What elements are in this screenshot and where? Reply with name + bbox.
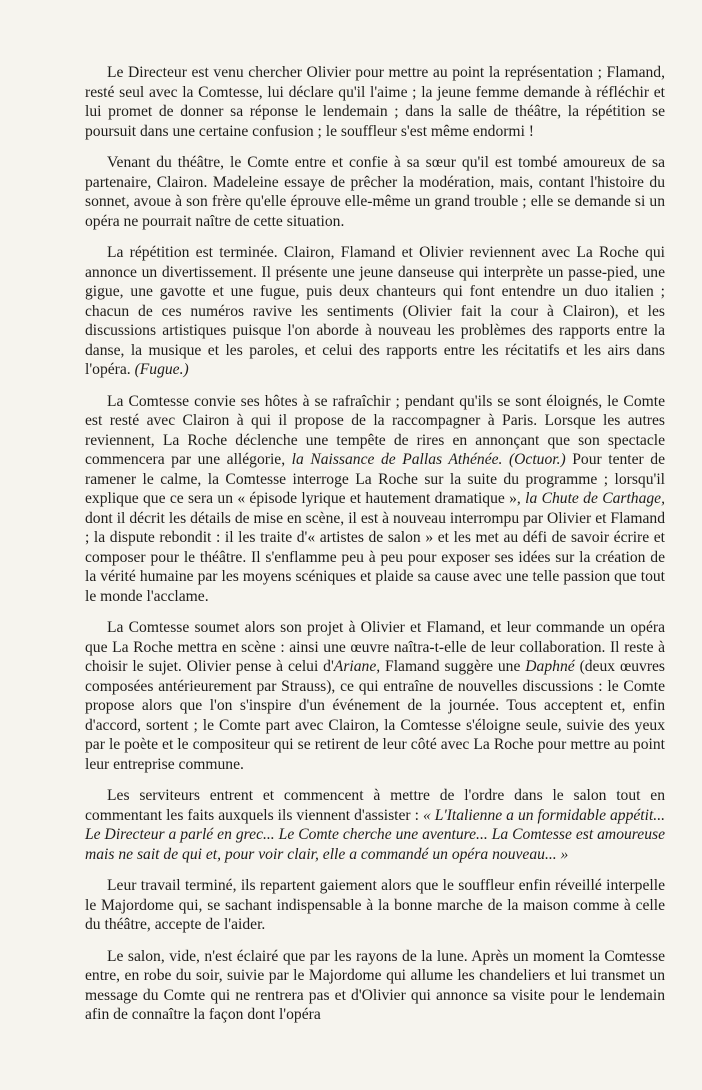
paragraph-1 [85,63,665,141]
paragraph-6-quote: « L'Italienne a un formidable appétit... Le Directeur a parlé en grec... Le Comte cherche une aventure... La Comtesse est amoureuse mais ne sait de qui et, pour voir clair, elle a commandé un opéra nouveau... » [85,806,665,863]
paragraph-8-text: Le salon, vide, n'est éclairé que par les rayons de la lune. Après un moment la Comtesse entre, en robe du soir, suivie par le Majordome qui allume les chandeliers et lui transmet un message du Comte qui ne rentrera pas et d'Olivier qui annonce sa visite pour le lendemain afin de connaître la façon dont l'opéra [85,947,665,1023]
paragraph-2-text: Venant du théâtre, le Comte entre et confie à sa sœur qu'il est tombé amoureux de sa partenaire, Clairon. Madeleine essaye de prêcher la modération, mais, contant l'histoire du sonnet, avoue à son frère qu'elle éprouve elle-même un grand trouble ; elle se demande si un opéra ne pourrait naître de cette situation. [85,154,665,230]
paragraph-3 [85,243,665,380]
paragraph-4-title-pallas: la Naissance de Pallas Athénée. (Octuor.) [291,451,566,468]
paragraph-5-title-ariane: Ariane, [333,658,381,675]
paragraph-4-text-c: dont il décrit les détails de mise en scène, il est à nouveau interrompu par Olivier et Flamand ; la dispute rebondit : il les traite d'« artistes de salon » et les met au défi de savoir écrire et composer pour le théâtre. Il s'enflamme peu à peu pour exposer ses idées sur la création de la vérité humaine par les moyens scéniques et plaide sa cause avec une telle passion que tout le monde l'acclame. [85,509,665,605]
paragraph-3-fugue: (Fugue.) [134,361,189,378]
paragraph-5-text-a: La Comtesse soumet alors son projet à Olivier et Flamand, et leur commande un opéra que La Roche mettra en scène : ainsi une œuvre naîtra-t-elle de leur collaboration. Il reste à choisir le sujet. Olivier pense à celui d' [85,619,665,675]
paragraph-5-text-c: (deux œuvres composées antérieurement par Strauss), ce qui entraîne de nouvelles discussions : le Comte propose alors que l'on s'inspire d'un événement de la journée. Tous acceptent et, enfin d'accord, sortent ; le Comte part avec Clairon, la Comtesse s'éloigne seule, suivie des yeux par le poète et le compositeur qui se retirent de leur côté avec La Roche pour mettre au point leur entreprise commune. [85,658,665,773]
paragraph-7 [85,876,665,935]
paragraph-8 [85,947,665,1025]
paragraph-1-text: Le Directeur est venu chercher Olivier pour mettre au point la représentation ; Flamand, resté seul avec la Comtesse, lui déclare qu'il l'aime ; la jeune femme demande à réfléchir et lui promet de donner sa réponse le lendemain ; dans la salle de théâtre, la répétition se poursuit dans une certaine confusion ; le souffleur s'est même endormi ! [85,64,665,140]
paragraph-4-title-carthage: la Chute de Carthage, [525,490,666,507]
paragraph-5 [85,618,665,774]
paragraph-4 [85,392,665,607]
paragraph-4-text-b: Pour tenter de ramener le calme, la Comtesse interroge La Roche sur la suite du programme ; lorsqu'il explique que ce sera un « épisode lyrique et hautement dramatique », [85,451,665,507]
paragraph-5-title-daphne: Daphné [525,658,575,675]
document-page [85,63,665,1037]
paragraph-3-text: La répétition est terminée. Clairon, Flamand et Olivier reviennent avec La Roche qui annonce un divertissement. Il présente une jeune danseuse qui interprète un passe-pied, une gigue, une gavotte et une fugue, puis deux chanteurs qui font entendre un duo italien ; chacun de ces numéros ravive les sentiments (Olivier fait la cour à Clairon), et les discussions artistiques puisque l'on aborde à nouveau les problèmes des rapports entre la danse, la musique et les paroles, et celui des rapports entre les récitatifs et les airs dans l'opéra. [85,244,665,378]
paragraph-4-text-a: La Comtesse convie ses hôtes à se rafraîchir ; pendant qu'ils se sont éloignés, le Comte est resté avec Clairon à qui il propose de la raccompagner à Paris. Lorsque les autres reviennent, La Roche déclenche une tempête de rires en annonçant que son spectacle commencera par une allégorie, [85,392,665,468]
paragraph-2 [85,153,665,231]
paragraph-7-text: Leur travail terminé, ils repartent gaiement alors que le souffleur enfin réveillé interpelle le Majordome qui, se sachant indispensable à la bonne marche de la maison comme à celle du théâtre, accepte de l'aider. [85,877,665,933]
paragraph-5-text-b: Flamand suggère une [380,658,526,675]
paragraph-6 [85,786,665,864]
paragraph-6-text: Les serviteurs entrent et commencent à mettre de l'ordre dans le salon tout en commentant les faits auxquels ils viennent d'assister : [85,787,665,824]
